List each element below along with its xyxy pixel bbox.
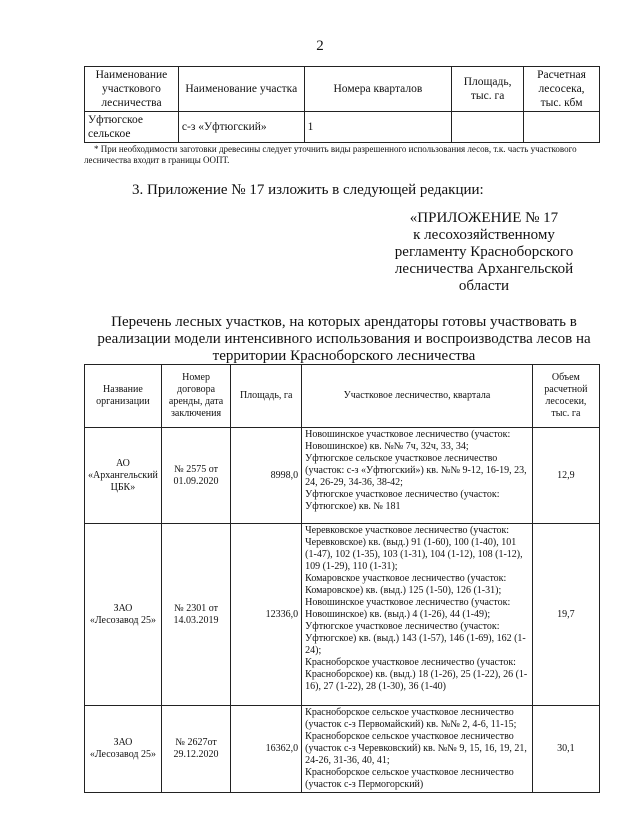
appendix-line: к лесохозяйственному [413, 227, 555, 243]
district-entry: Уфтюгское сельское участковое лесничество (участок: с-з «Уфтюгский») кв. №№ 9-12, 16-19, 23, 24, 26-29, 34-36, 38-42; [305, 453, 527, 488]
appendix-heading [380, 210, 588, 295]
table2-header-volume: Объем расчетной лесосеки, тыс. га [532, 365, 599, 428]
table1-header-volume: Расчетная лесосека, тыс. кбм [524, 67, 600, 112]
item-3-text: 3. Приложение № 17 изложить в следующей редакции: [132, 182, 484, 198]
volume-value: 12,9 [532, 428, 599, 524]
table1-header-area: Площадь, тыс. га [452, 67, 524, 112]
org-name: ЗАО «Лесозавод 25» [85, 706, 162, 793]
org-name: АО «Архангельский ЦБК» [85, 428, 162, 524]
district-entry: Черевковское участковое лесничество (участок: Черевковское) кв. (выд.) 91 (1-60), 100 (1-40), 101 (1-47), 102 (1-35), 103 (1-31), 104 (1-12), 108 (1-12), 109 (1-29), 110 (1-31); [305, 525, 523, 572]
district-entry: Красноборское сельское участковое лесничество (участок с-з Черевковский) кв. №№ 9, 15, 16, 19, 21, 24-26, 31-36, 40, 41; [305, 731, 527, 766]
table1-header-row [85, 67, 600, 112]
district-cell [302, 524, 533, 706]
table-row [85, 428, 600, 524]
area-value: 16362,0 [231, 706, 302, 793]
appendix-line: «ПРИЛОЖЕНИЕ № 17 [409, 210, 559, 226]
table1-cell-plot: с-з «Уфтюгский» [178, 112, 304, 143]
page-number: 2 [316, 38, 324, 54]
district-entry: Красноборское сельское участковое лесничество (участок с-з Первомайский) кв. №№ 2, 4-6, 11-15; [305, 707, 517, 730]
appendix-line: регламенту Красноборского [394, 244, 574, 260]
district-entry: Новошинское участковое лесничество (участок: Новошинское) кв. №№ 7ч, 32ч, 33, 34; [305, 429, 511, 452]
table2-header-district: Участковое лесничество, квартала [302, 365, 533, 428]
district-entry: Красноборское участковое лесничество (участок: Красноборское) кв. (выд.) 18 (1-26), 25 (1-22), 26 (1-16), 27 (1-22), 28 (1-30), 36 (1-40) [305, 657, 528, 692]
contract-number: № 2627от 29.12.2020 [161, 706, 230, 793]
list-title-line: реализации модели интенсивного использования и воспроизводства лесов на [97, 331, 591, 347]
contract-number: № 2575 от 01.09.2020 [161, 428, 230, 524]
list-title [84, 314, 604, 365]
table2-header-row [85, 365, 600, 428]
table-row [85, 112, 600, 143]
table1-header-district: Наименование участкового лесничества [85, 67, 179, 112]
table-row [85, 524, 600, 706]
table1-cell-volume [524, 112, 600, 143]
lease-plots-table [84, 364, 600, 793]
district-cell [302, 428, 533, 524]
appendix-line: области [458, 278, 510, 294]
list-title-line: территории Красноборского лесничества [212, 348, 476, 364]
table2-header-org: Название организации [85, 365, 162, 428]
forest-districts-table [84, 66, 600, 143]
table-row [85, 706, 600, 793]
table1-cell-quarters: 1 [304, 112, 452, 143]
table2-header-area: Площадь, га [231, 365, 302, 428]
area-value: 8998,0 [231, 428, 302, 524]
table1-header-plot: Наименование участка [178, 67, 304, 112]
footnote: * При необходимости заготовки древесины следует уточнить виды разрешенного использования лесов, т.к. часть участкового лесничества входит в границы ООПТ. [84, 144, 577, 165]
district-entry: Уфтюгское участковое лесничество (участок: Уфтюгское) кв. (выд.) 143 (1-57), 146 (1-69), 162 (1-24); [305, 621, 526, 656]
table1-header-quarters: Номера кварталов [304, 67, 452, 112]
area-value: 12336,0 [231, 524, 302, 706]
district-entry: Красноборское сельское участковое лесничество (участок с-з Пермогорский) [305, 767, 514, 790]
table1-cell-district: Уфтюгское сельское [85, 112, 179, 143]
table2-header-contract: Номер договора аренды, дата заключения [161, 365, 230, 428]
volume-value: 19,7 [532, 524, 599, 706]
volume-value: 30,1 [532, 706, 599, 793]
district-entry: Новошинское участковое лесничество (участок: Новошинское) кв. (выд.) 4 (1-26), 44 (1-49); [305, 597, 511, 620]
contract-number: № 2301 от 14.03.2019 [161, 524, 230, 706]
district-entry: Комаровское участковое лесничество (участок: Комаровское) кв. (выд.) 125 (1-50), 126 (1-31); [305, 573, 507, 596]
district-cell [302, 706, 533, 793]
district-entry: Уфтюгское участковое лесничество (участок: Уфтюгское) кв. № 181 [305, 489, 500, 512]
org-name: ЗАО «Лесозавод 25» [85, 524, 162, 706]
table1-cell-area [452, 112, 524, 143]
appendix-line: лесничества Архангельской [394, 261, 574, 277]
list-title-line: Перечень лесных участков, на которых арендаторы готовы участвовать в [111, 314, 577, 330]
